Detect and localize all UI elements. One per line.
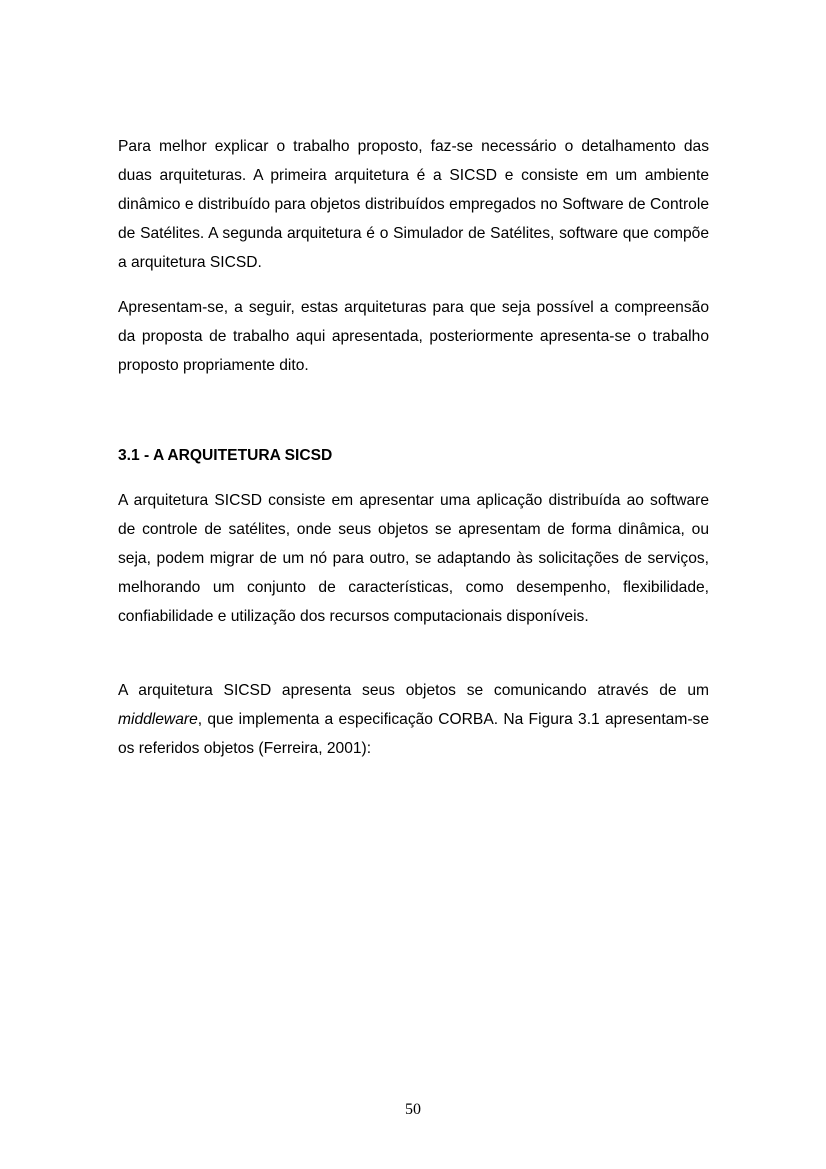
middleware-term: middleware <box>118 711 198 728</box>
page-number: 50 <box>405 1101 421 1118</box>
paragraph-text-end: , que implementa a especificação CORBA. Na Figura 3.1 apresentam-se os referidos objetos (Ferreira, 2001): <box>118 711 709 757</box>
paragraph-text-start: A arquitetura SICSD apresenta seus objetos se comunicando através de um <box>118 682 709 699</box>
section-heading: 3.1 - A ARQUITETURA SICSD <box>118 447 333 464</box>
paragraph-intro: Para melhor explicar o trabalho proposto, faz-se necessário o detalhamento das duas arquiteturas. A primeira arquitetura é a SICSD e consiste em um ambiente dinâmico e distribuído para objetos distribuídos empregados no Software de Controle de Satélites. A segunda arquitetura é o Simulador de Satélites, software que compõe a arquitetura SICSD. <box>118 138 709 271</box>
paragraph-sicsd-description: A arquitetura SICSD consiste em apresentar uma aplicação distribuída ao software de controle de satélites, onde seus objetos se apresentam de forma dinâmica, ou seja, podem migrar de um nó para outro, se adaptando às solicitações de serviços, melhorando um conjunto de características, como desempenho, flexibilidade, confiabilidade e utilização dos recursos computacionais disponíveis. <box>118 492 709 625</box>
paragraph-overview: Apresentam-se, a seguir, estas arquiteturas para que seja possível a compreensão da proposta de trabalho aqui apresentada, posteriormente apresenta-se o trabalho proposto propriamente dito. <box>118 299 709 374</box>
paragraph-sicsd-middleware <box>118 676 709 763</box>
